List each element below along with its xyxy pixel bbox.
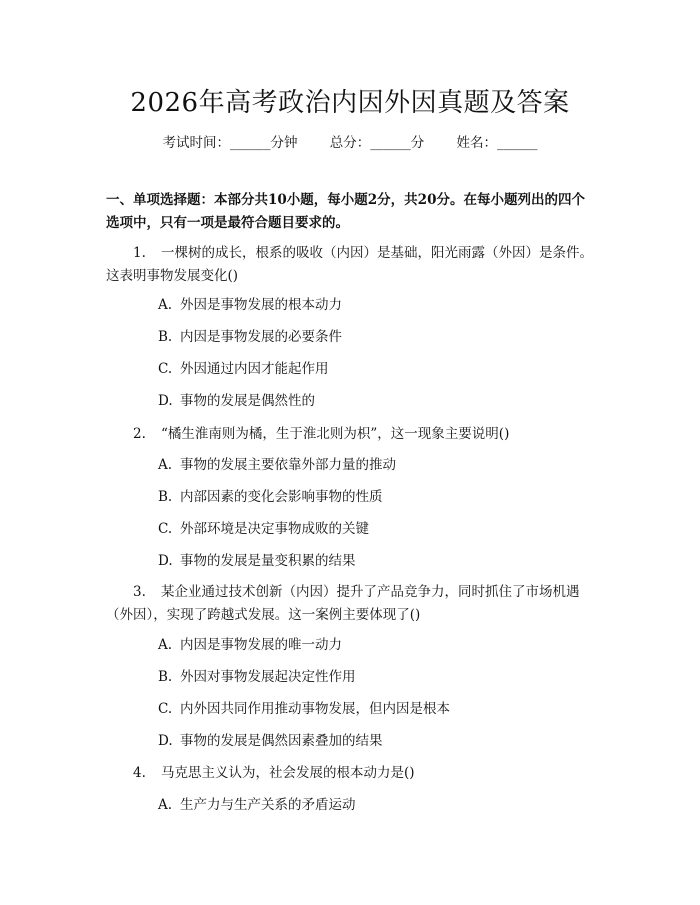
question-2 <box>106 423 600 446</box>
option-text: 外部环境是决定事物成败的关键 <box>180 521 369 537</box>
question-1-option-d <box>158 391 598 411</box>
option-label: C. <box>158 361 173 377</box>
question-4-option-a <box>158 795 598 815</box>
option-label: A. <box>158 797 173 813</box>
student-name-field: 姓名：______ <box>456 135 538 151</box>
option-label: D. <box>158 393 173 409</box>
option-text: 内部因素的变化会影响事物的性质 <box>180 489 383 505</box>
question-text: 马克思主义认为，社会发展的根本动力是() <box>161 765 415 781</box>
option-label: B. <box>158 329 173 345</box>
option-text: 内因是事物发展的必要条件 <box>180 329 342 345</box>
section-heading: 一、单项选择题：本部分共10小题，每小题2分，共20分。在每小题列出的四个选项中，只有一项是最符合题目要求的。 <box>106 192 585 231</box>
question-number: 3. <box>133 584 146 600</box>
option-text: 事物的发展是偶然因素叠加的结果 <box>180 733 383 749</box>
option-text: 生产力与生产关系的矛盾运动 <box>180 797 356 813</box>
option-label: D. <box>158 733 173 749</box>
option-label: B. <box>158 489 173 505</box>
exam-time-field: 考试时间：______分钟 <box>162 135 298 151</box>
question-4 <box>106 762 600 785</box>
question-text: 某企业通过技术创新（内因）提升了产品竞争力，同时抓住了市场机遇（外因），实现了跨越式发展。这一案例主要体现了() <box>106 584 580 623</box>
option-text: 外因通过内因才能起作用 <box>180 361 329 377</box>
option-label: A. <box>158 297 173 313</box>
option-text: 外因是事物发展的根本动力 <box>180 297 342 313</box>
option-label: A. <box>158 457 173 473</box>
option-label: C. <box>158 701 173 717</box>
question-3-option-c <box>158 699 598 719</box>
option-text: 事物的发展主要依靠外部力量的推动 <box>180 457 396 473</box>
question-2-option-a <box>158 455 598 475</box>
question-text: 一棵树的成长，根系的吸收（内因）是基础，阳光雨露（外因）是条件。这表明事物发展变化() <box>106 245 593 284</box>
option-text: 事物的发展是量变积累的结果 <box>180 553 356 569</box>
question-2-option-c <box>158 519 598 539</box>
question-1-option-b <box>158 327 598 347</box>
question-3-option-a <box>158 635 598 655</box>
question-2-option-d <box>158 551 598 571</box>
exam-info <box>0 131 700 151</box>
option-label: B. <box>158 669 173 685</box>
option-label: D. <box>158 553 173 569</box>
question-1-option-a <box>158 295 598 315</box>
exam-title: 2026年高考政治内因外因真题及答案 <box>130 88 570 118</box>
option-text: 内外因共同作用推动事物发展，但内因是根本 <box>180 701 450 717</box>
total-score-field: 总分：______分 <box>329 135 425 151</box>
question-number: 2. <box>133 426 146 442</box>
question-1 <box>106 242 600 288</box>
question-3-option-b <box>158 667 598 687</box>
question-3-option-d <box>158 731 598 751</box>
option-text: 内因是事物发展的唯一动力 <box>180 637 342 653</box>
question-2-option-b <box>158 487 598 507</box>
option-label: A. <box>158 637 173 653</box>
question-number: 4. <box>133 765 146 781</box>
question-1-option-c <box>158 359 598 379</box>
question-number: 1. <box>133 245 146 261</box>
option-text: 外因对事物发展起决定性作用 <box>180 669 356 685</box>
option-text: 事物的发展是偶然性的 <box>180 393 315 409</box>
question-text: “橘生淮南则为橘，生于淮北则为枳”，这一现象主要说明() <box>161 426 510 442</box>
option-label: C. <box>158 521 173 537</box>
question-3 <box>106 581 600 627</box>
